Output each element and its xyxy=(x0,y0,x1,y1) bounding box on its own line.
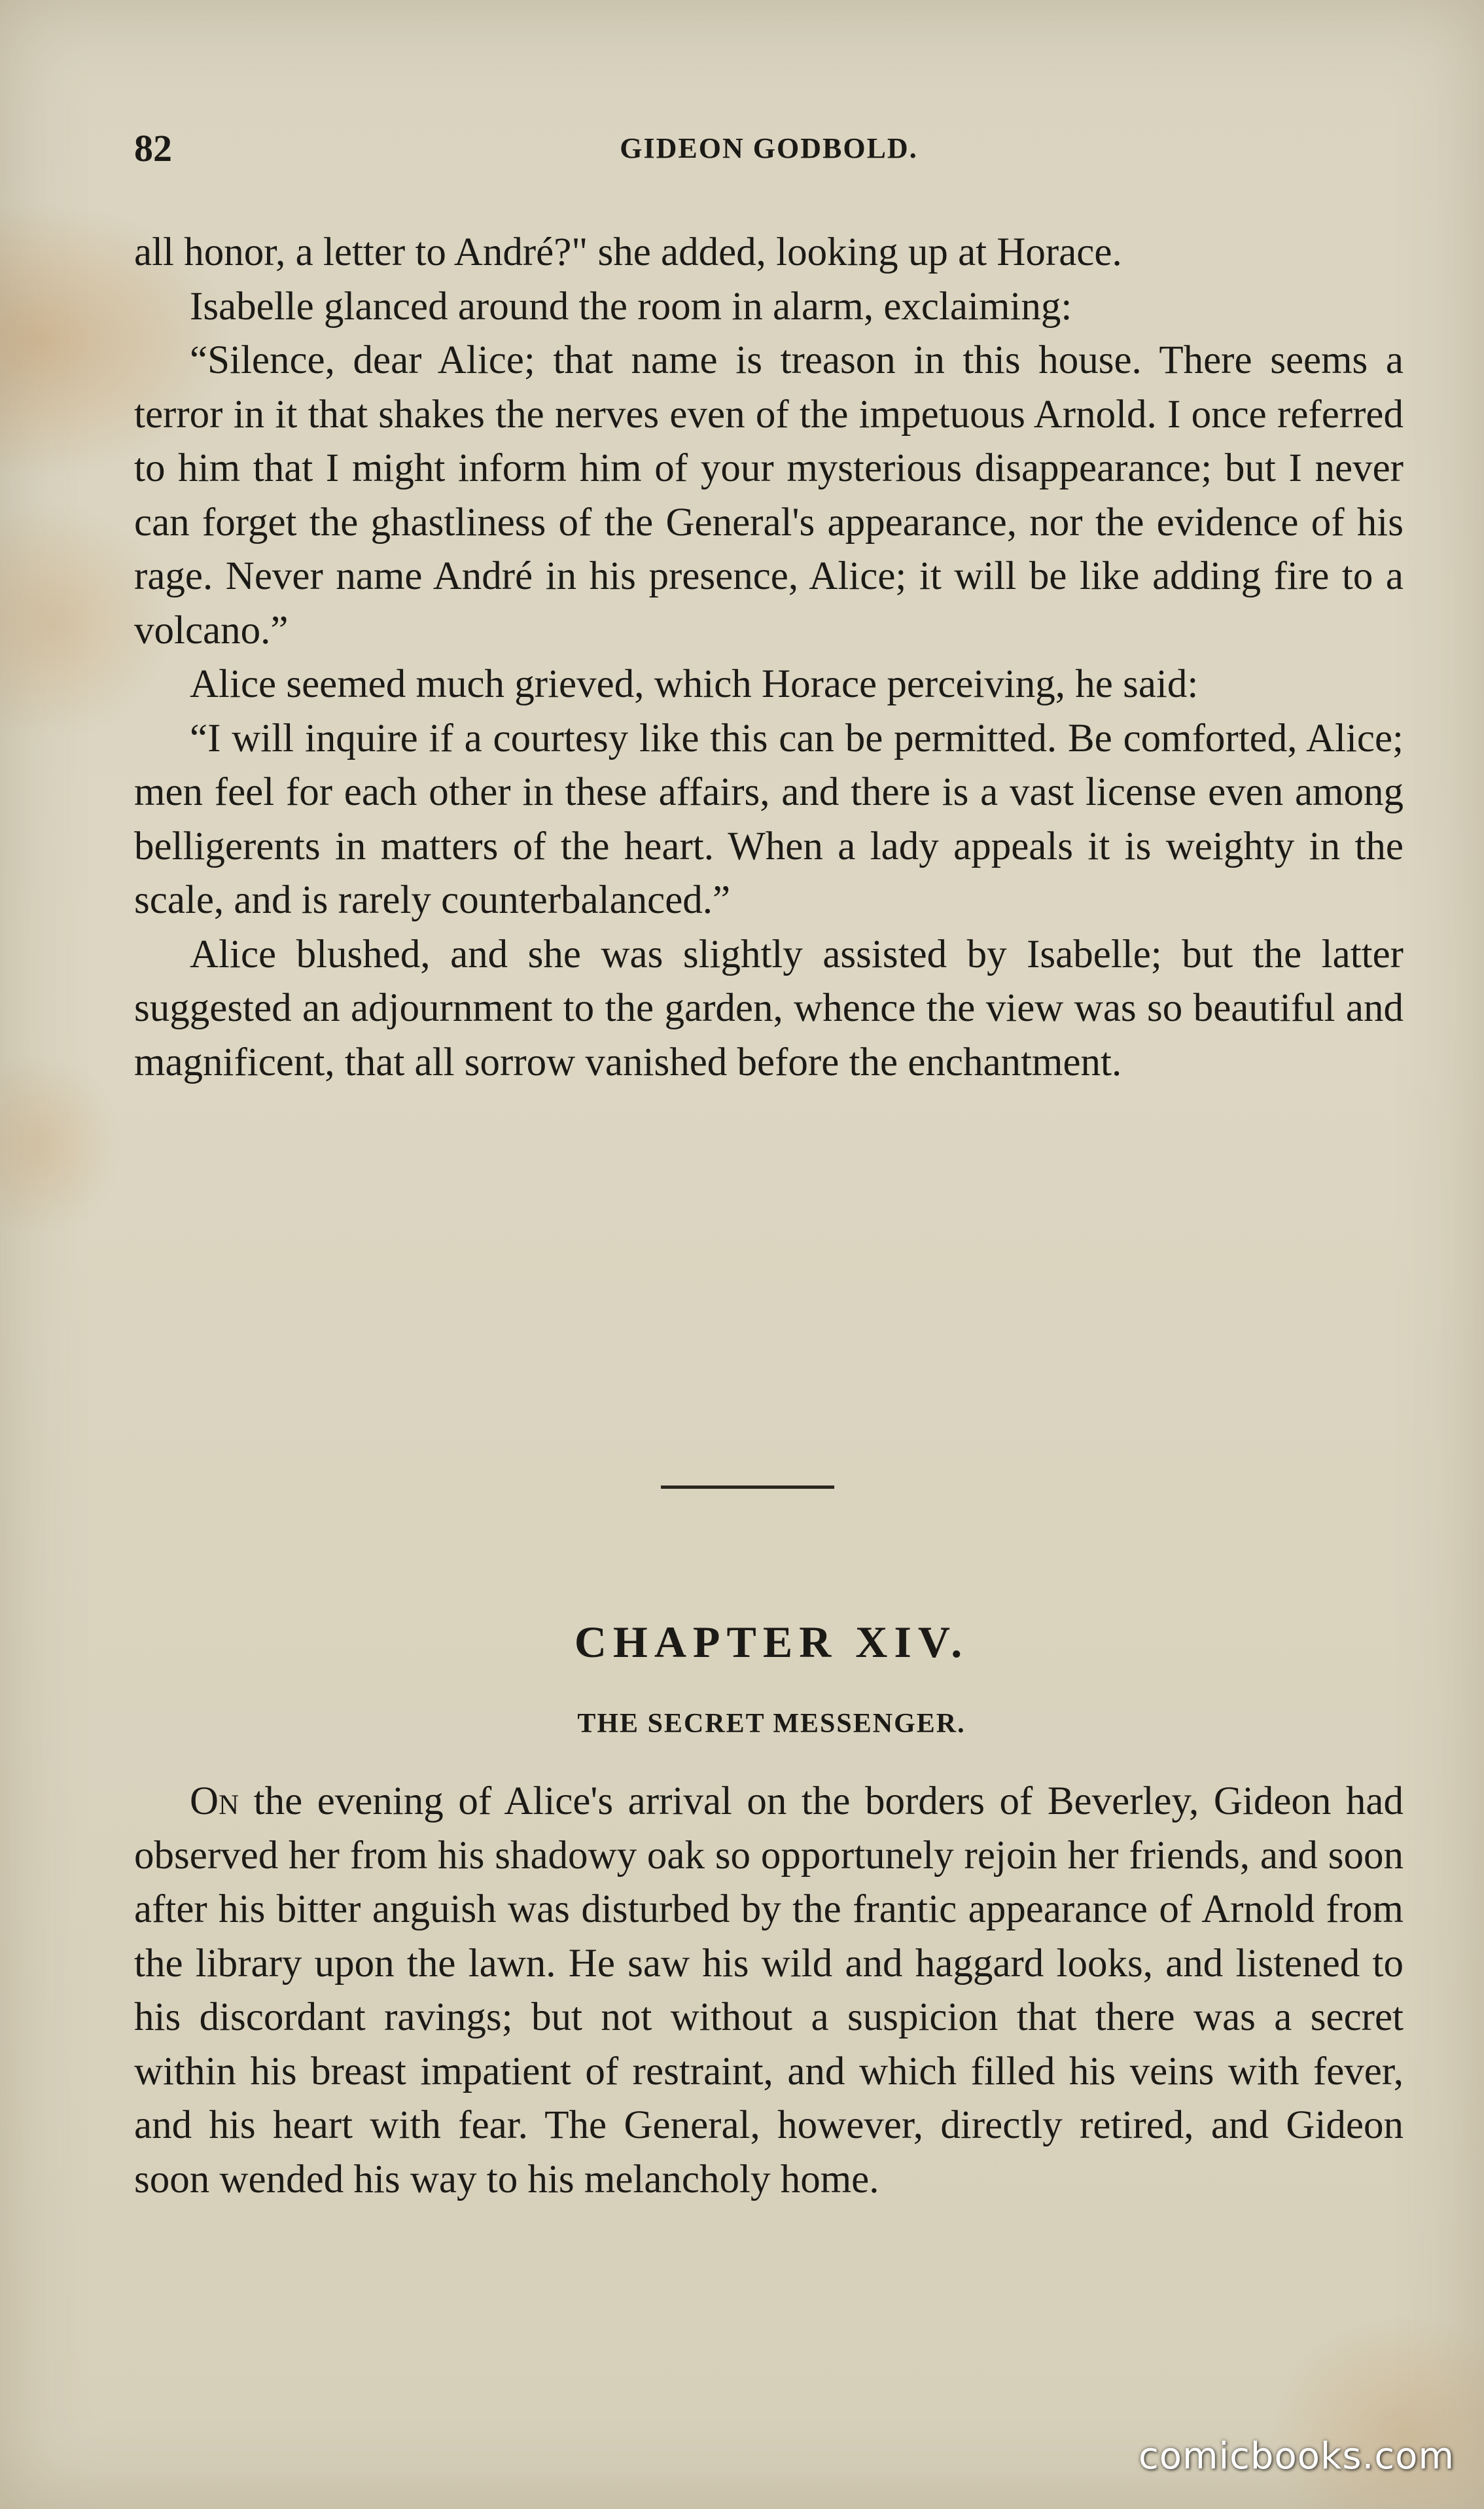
paragraph: “Silence, dear Alice; that name is treason in this house. There seems a terror in it that shakes the nerves even of the impetuous Arnold. I once referred to him that I might inform him of your mysterious disappearance; but I never can forget the ghastliness of the General's appearance, nor the evidence of his rage. Never name André in his presence, Alice; it will be like adding fire to a volcano.” xyxy=(134,338,1404,652)
paragraph: Isabelle glanced around the room in alarm, exclaiming: xyxy=(190,284,1072,329)
chapter-subtitle: THE SECRET MESSENGER. xyxy=(577,1709,966,1739)
body-text xyxy=(134,226,1404,1090)
watermark: comicbooks.com xyxy=(1138,2435,1455,2478)
page-header xyxy=(134,121,1404,173)
chapter-paragraph xyxy=(134,1775,1404,2207)
paragraph: all honor, a letter to André?" she added, looking up at Horace. xyxy=(134,230,1122,274)
paragraph: Alice blushed, and she was slightly assisted by Isabelle; but the latter suggested an adjournment to the garden, whence the view was so beautiful and magnificent, that all sorrow vanished before the enchantment. xyxy=(134,932,1404,1084)
chapter-paragraph-text: the evening of Alice's arrival on the borders of Beverley, Gideon had observed her from his shadowy oak so opportunely rejoin her friends, and soon after his bitter anguish was disturbed by the frantic appearance of Arnold from the library upon the lawn. He saw his wild and haggard looks, and listened to his discordant ravings; but not without a suspicion that there was a secret within his breast impatient of restraint, and which filled his veins with fever, and his heart with fear. The General, however, directly retired, and Gideon soon wended his way to his melancholy home. xyxy=(134,1779,1404,2201)
page-number: 82 xyxy=(134,127,172,169)
running-head: GIDEON GODBOLD. xyxy=(620,132,918,164)
chapter-title: CHAPTER XIV. xyxy=(574,1617,969,1667)
chapter-opening-word: On xyxy=(190,1779,239,1823)
section-divider xyxy=(661,1486,834,1489)
paragraph: “I will inquire if a courtesy like this can be permitted. Be comforted, Alice; men feel for each other in these affairs, and there is a vast license even among belligerents in matters of the heart. When a lady appeals it is weighty in the scale, and is rarely counterbalanced.” xyxy=(134,716,1404,922)
chapter-text xyxy=(134,1775,1404,2207)
paragraph: Alice seemed much grieved, which Horace perceiving, he said: xyxy=(190,662,1199,706)
